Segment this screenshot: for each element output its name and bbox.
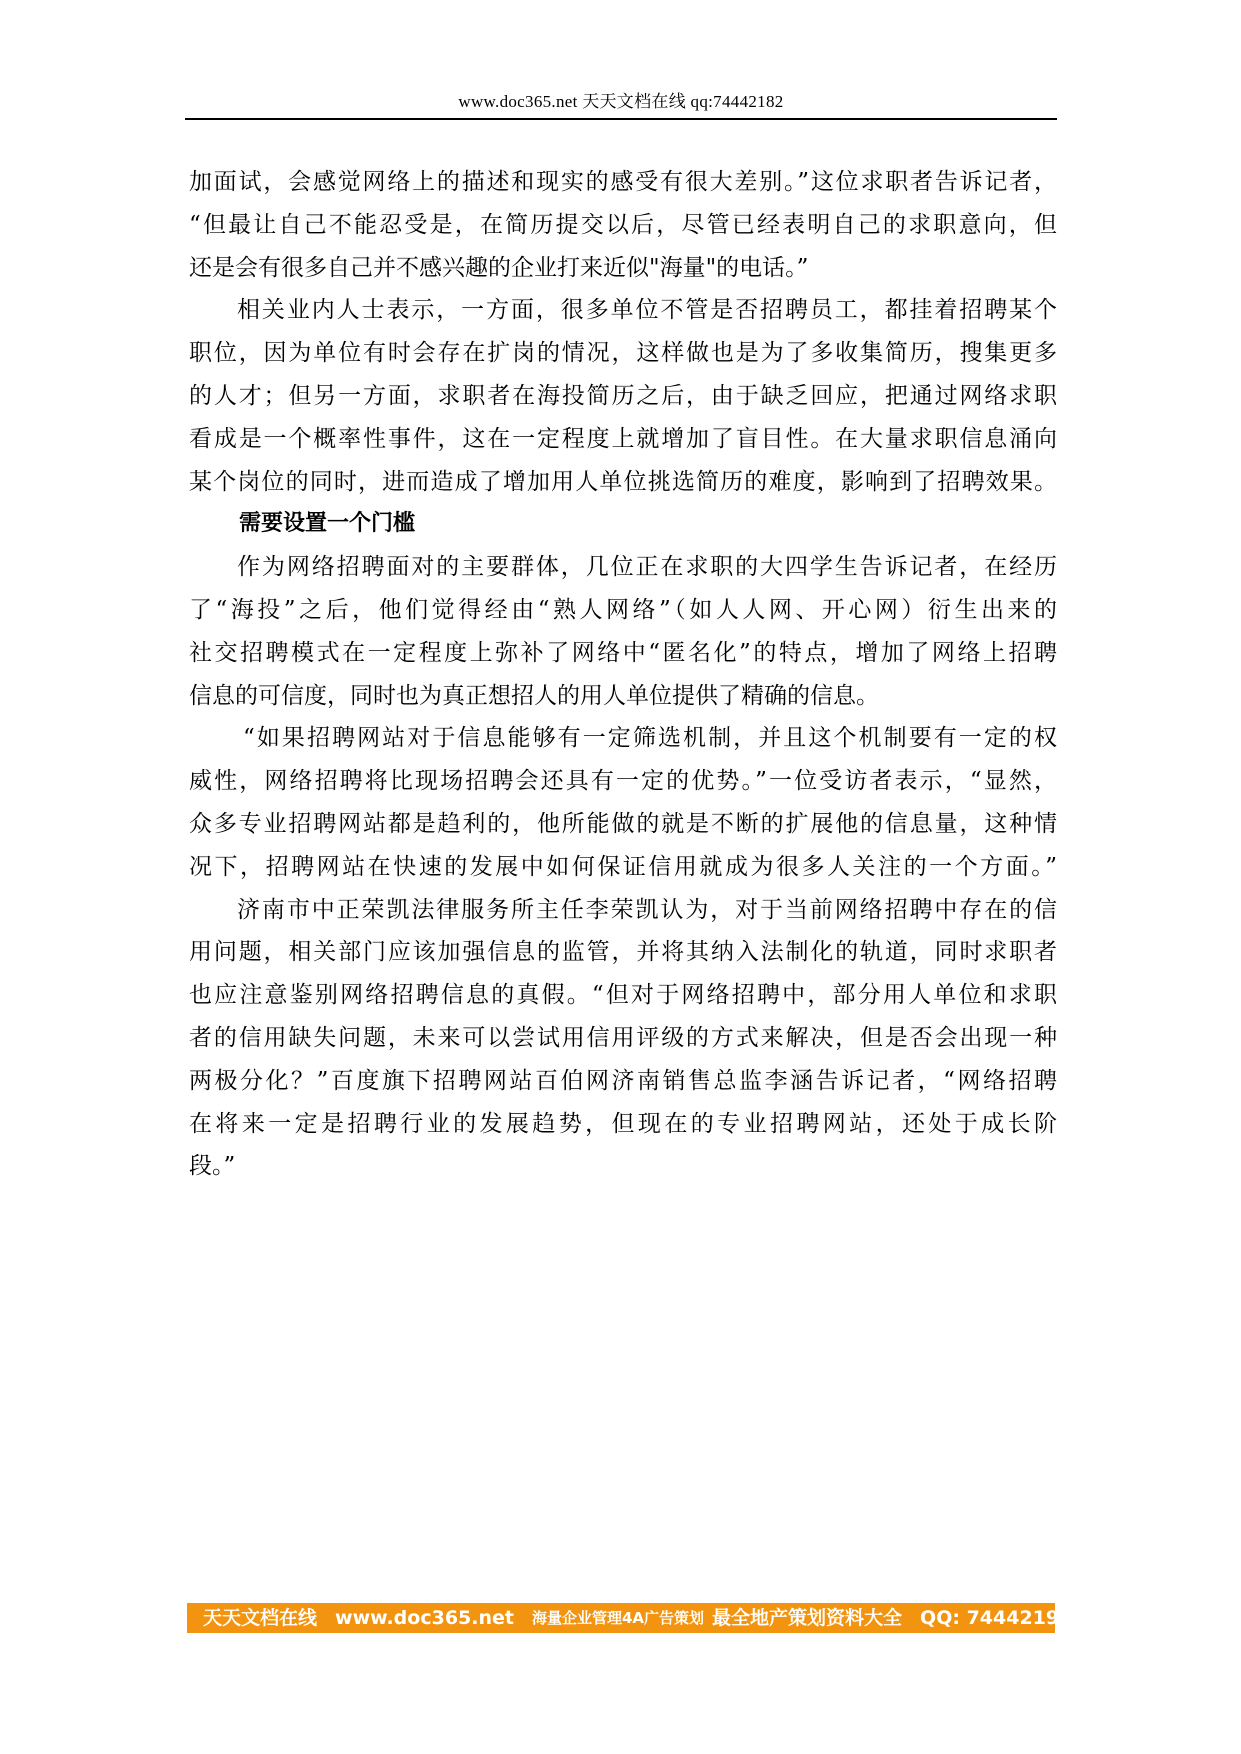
article-body <box>189 161 1057 1188</box>
body-line: 加面试，会感觉网络上的描述和现实的感受有很大差别。”这位求职者告诉记者， <box>189 169 1057 195</box>
footer-tagline-1: 海量企业管理4A广告策划 <box>531 1609 705 1627</box>
body-line: 众多专业招聘网站都是趋利的，他所能做的就是不断的扩展他的信息量，这种情 <box>189 810 1057 837</box>
body-line: 的人才；但另一方面，求职者在海投简历之后，由于缺乏回应，把通过网络求职 <box>189 382 1057 409</box>
body-line: 者的信用缺失问题，未来可以尝试用信用评级的方式来解决，但是否会出现一种 <box>189 1024 1057 1051</box>
body-line: 威性，网络招聘将比现场招聘会还具有一定的优势。”一位受访者表示，“显然， <box>189 768 1057 795</box>
footer-tagline-2: 最全地产策划资料大全 <box>712 1607 903 1629</box>
body-line: 两极分化？”百度旗下招聘网站百伯网济南销售总监李涵告诉记者，“网络招聘 <box>189 1067 1057 1094</box>
body-line: 在将来一定是招聘行业的发展趋势，但现在的专业招聘网站，还处于成长阶 <box>189 1110 1057 1137</box>
body-line: 某个岗位的同时，进而造成了增加用人单位挑选简历的难度，影响到了招聘效果。 <box>189 468 1057 495</box>
body-line: 也应注意鉴别网络招聘信息的真假。“但对于网络招聘中，部分用人单位和求职 <box>189 982 1057 1009</box>
footer-site-url[interactable]: www.doc365.net <box>335 1607 514 1629</box>
body-line: 社交招聘模式在一定程度上弥补了网络中“匿名化”的特点，增加了网络上招聘 <box>189 639 1057 666</box>
page-header: www.doc365.net 天天文档在线 qq:74442182 <box>458 92 784 111</box>
body-line: “如果招聘网站对于信息能够有一定筛选机制，并且这个机制要有一定的权 <box>243 725 1057 752</box>
body-line: 济南市中正荣凯法律服务所主任李荣凯认为，对于当前网络招聘中存在的信 <box>237 896 1057 923</box>
footer-ad-banner[interactable] <box>187 1603 1086 1633</box>
header-divider <box>185 118 1057 120</box>
body-line: 况下，招聘网站在快速的发展中如何保证信用就成为很多人关注的一个方面。” <box>189 853 1057 880</box>
body-line: 信息的可信度，同时也为真正想招人的用人单位提供了精确的信息。 <box>189 682 879 709</box>
body-line: 作为网络招聘面对的主要群体，几位正在求职的大四学生告诉记者，在经历 <box>237 554 1057 581</box>
section-heading: 需要设置一个门槛 <box>239 511 416 537</box>
body-line: 段。” <box>189 1153 236 1180</box>
body-line: 了“海投”之后，他们觉得经由“熟人网络”（如人人网、开心网）衍生出来的 <box>189 596 1057 623</box>
body-line: 看成是一个概率性事件，这在一定程度上就增加了盲目性。在大量求职信息涌向 <box>189 425 1057 452</box>
body-line: 还是会有很多自己并不感兴趣的企业打来近似"海量"的电话。” <box>189 254 809 281</box>
body-line: 职位，因为单位有时会存在扩岗的情况，这样做也是为了多收集简历，搜集更多 <box>189 340 1057 367</box>
body-line: 用问题，相关部门应该加强信息的监管，并将其纳入法制化的轨道，同时求职者 <box>189 939 1057 966</box>
body-line: “但最让自己不能忍受是，在简历提交以后，尽管已经表明自己的求职意向，但 <box>189 211 1057 238</box>
body-line: 相关业内人士表示，一方面，很多单位不管是否招聘员工，都挂着招聘某个 <box>237 297 1057 324</box>
footer-qq: QQ: 744421982 <box>920 1607 1086 1629</box>
footer-site-name: 天天文档在线 <box>203 1607 318 1629</box>
